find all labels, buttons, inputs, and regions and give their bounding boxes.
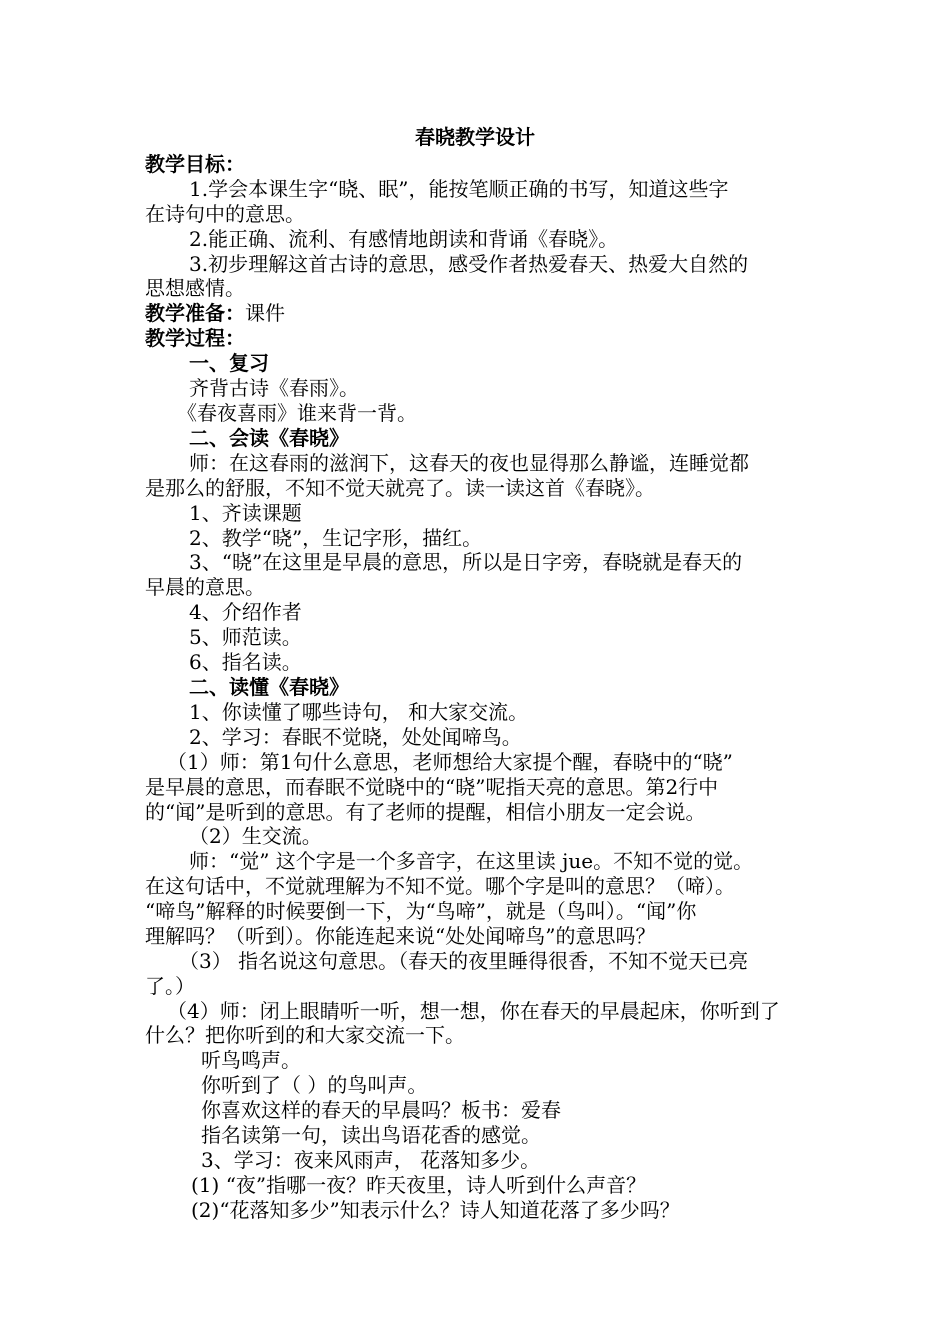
document-title: 春晓教学设计 — [415, 125, 535, 149]
section-1-line-1: 齐背古诗《春雨》。 — [189, 376, 359, 400]
section-2-item-6: 6、指名读。 — [189, 650, 302, 674]
section-3-sub-4-a: 听鸟鸣声。 — [201, 1048, 301, 1072]
section-3-sub-2-para-line-1: 师：“觉” 这个字是一个多音字，在这里读 jue。不知不觉的觉。 — [189, 849, 754, 873]
section-3-item-3-q-1: (1) “夜”指哪一夜？昨天夜里，诗人听到什么声音？ — [191, 1173, 647, 1197]
goal-1-line-2: 在诗句中的意思。 — [145, 202, 305, 226]
section-2-item-3-line-2: 早晨的意思。 — [145, 575, 265, 599]
section-3-sub-4-d: 指名读第一句，读出鸟语花香的感觉。 — [201, 1123, 541, 1147]
section-3-item-1: 1、你读懂了哪些诗句， 和大家交流。 — [189, 700, 529, 724]
section-3-heading: 二、读懂《春晓》 — [189, 675, 349, 699]
section-3-sub-4-line-1: （4）师：闭上眼睛听一听，想一想，你在春天的早晨起床，你听到了 — [167, 999, 780, 1023]
section-3-sub-2: （2）生交流。 — [189, 824, 322, 848]
section-2-item-2: 2、教学“晓”，生记字形，描红。 — [189, 526, 483, 550]
section-3-sub-2-para-line-2: 在这句话中，不觉就理解为不知不觉。哪个字是叫的意思？（啼）。 — [145, 874, 735, 898]
goal-3-line-1: 3.初步理解这首古诗的意思，感受作者热爱春天、热爱大自然的 — [189, 252, 749, 276]
section-3-sub-3-line-2: 了。） — [145, 974, 195, 998]
section-3-sub-1-line-1: （1）师：第1句什么意思，老师想给大家提个醒，春晓中的“晓” — [167, 750, 733, 774]
section-3-sub-1-line-2: 是早晨的意思，而春眠不觉晓中的“晓”呢指天亮的意思。第2行中 — [145, 775, 719, 799]
section-3-sub-4-b: 你听到了（ ）的鸟叫声。 — [201, 1073, 428, 1097]
section-2-item-4: 4、介绍作者 — [189, 600, 302, 624]
section-2-heading: 二、会读《春晓》 — [189, 426, 349, 450]
section-3-sub-2-para-line-4: 理解吗？（听到）。你能连起来说“处处闻啼鸟”的意思吗？ — [145, 924, 656, 948]
goals-heading: 教学目标： — [145, 152, 245, 176]
goal-3-line-2: 思想感情。 — [145, 276, 245, 300]
section-3-sub-2-para-line-3: “啼鸟”解释的时候要倒一下，为“鸟啼”，就是（鸟叫）。“闻”你 — [145, 899, 697, 923]
prep-heading: 教学准备： — [145, 301, 245, 325]
section-3-sub-4-c: 你喜欢这样的春天的早晨吗？板书：爱春 — [201, 1098, 561, 1122]
section-3-sub-3-line-1: （3） 指名说这句意思。（春天的夜里睡得很香，不知不觉天已亮 — [179, 949, 749, 973]
section-1-heading: 一、复习 — [189, 351, 269, 375]
section-2-item-5: 5、师范读。 — [189, 625, 302, 649]
section-3-item-3: 3、学习：夜来风雨声， 花落知多少。 — [201, 1148, 541, 1172]
section-1-line-2: 《春夜喜雨》谁来背一背。 — [177, 401, 417, 425]
goal-1-line-1: 1.学会本课生字“晓、眠”，能按笔顺正确的书写，知道这些字 — [189, 177, 729, 201]
section-3-sub-1-line-3: 的“闻”是听到的意思。有了老师的提醒，相信小朋友一定会说。 — [145, 800, 706, 824]
section-3-item-3-q-2: (2)“花落知多少”知表示什么？诗人知道花落了多少吗？ — [191, 1198, 680, 1222]
section-2-para-line-1: 师：在这春雨的滋润下，这春天的夜也显得那么静谧，连睡觉都 — [189, 451, 749, 475]
prep-value: 课件 — [245, 301, 285, 325]
section-2-item-3-line-1: 3、“晓”在这里是早晨的意思，所以是日字旁，春晓就是春天的 — [189, 550, 743, 574]
prep-row — [145, 300, 285, 326]
section-2-para-line-2: 是那么的舒服，不知不觉天就亮了。读一读这首《春晓》。 — [145, 476, 655, 500]
goal-2: 2.能正确、流利、有感情地朗读和背诵《春晓》。 — [189, 227, 619, 251]
section-2-item-1: 1、齐读课题 — [189, 501, 302, 525]
process-heading: 教学过程： — [145, 326, 245, 350]
section-3-sub-4-line-2: 什么？把你听到的和大家交流一下。 — [145, 1023, 465, 1047]
section-3-item-2: 2、学习：春眠不觉晓，处处闻啼鸟。 — [189, 725, 522, 749]
